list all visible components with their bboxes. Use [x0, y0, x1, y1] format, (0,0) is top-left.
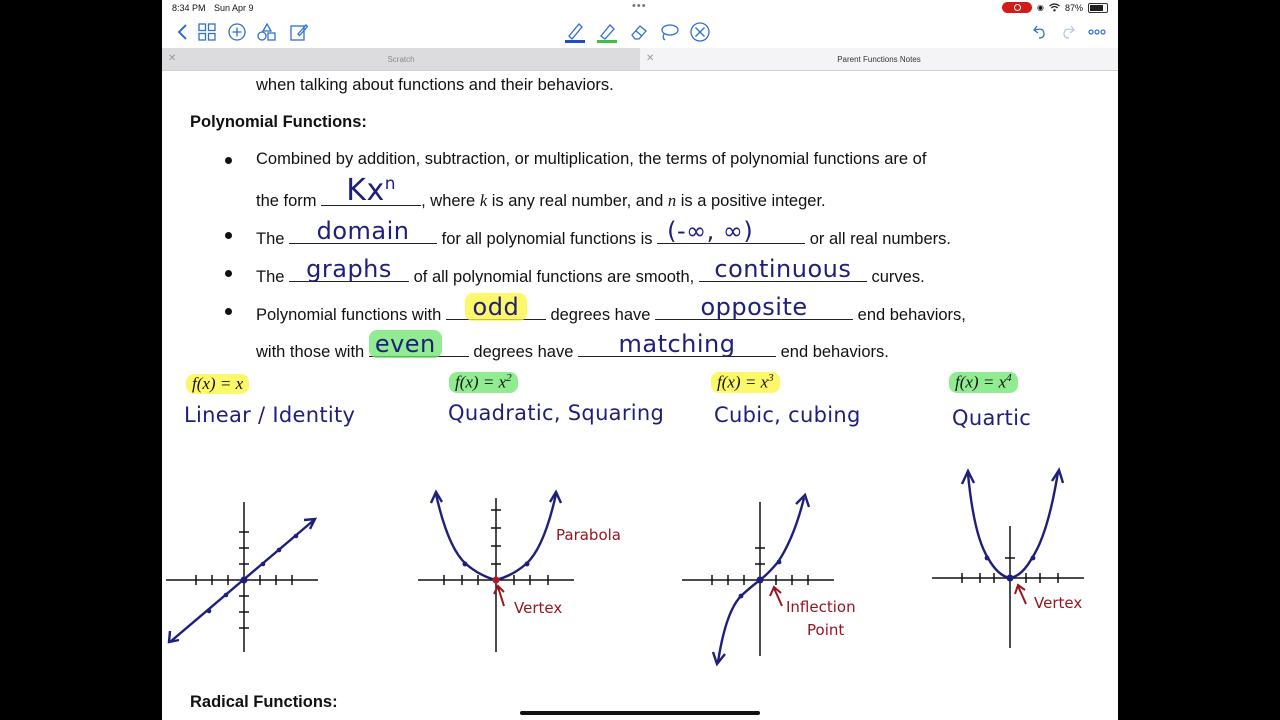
bullet2-line [256, 217, 951, 249]
text: The [256, 230, 285, 248]
ipad-screen [162, 0, 1118, 720]
note-point: Point [807, 621, 845, 639]
bullet1-line1: Combined by addition, subtraction, or multiplication, the terms of polynomial functions are of [256, 150, 927, 168]
equation-cubic [711, 372, 780, 393]
close-icon[interactable]: ✕ [646, 53, 655, 64]
graph-quadratic [418, 488, 588, 654]
text: degrees have [473, 343, 574, 361]
handwriting [321, 173, 421, 208]
chevron-left-icon[interactable] [172, 21, 194, 43]
shapes-icon[interactable] [256, 21, 278, 43]
bullet-dot [225, 308, 232, 315]
text: end behaviors. [780, 343, 889, 361]
eq-exponent: 4 [1006, 372, 1012, 384]
text: degrees have [550, 306, 651, 324]
eq-text: f(x) = x [717, 372, 769, 392]
text: of all polynomial functions are smooth, [413, 268, 695, 286]
location-icon: ◉ [1037, 3, 1044, 12]
bullet-dot [225, 157, 232, 164]
polynomial-heading: Polynomial Functions: [190, 113, 367, 131]
text: Polynomial functions with [256, 306, 442, 324]
handwriting: graphs [306, 255, 392, 283]
battery-percent: 87% [1064, 2, 1083, 13]
note-vertex-quartic: Vertex [1034, 594, 1083, 612]
eq-text: f(x) = x [455, 372, 507, 392]
graph-linear [166, 494, 322, 654]
bullet-dot [225, 232, 232, 239]
ink-kx: Kx [346, 173, 385, 208]
lasso-icon[interactable] [658, 21, 680, 43]
close-icon[interactable]: ✕ [168, 53, 177, 64]
handwriting [369, 330, 469, 358]
blank-kxn [321, 173, 421, 208]
text: is any real number, and [491, 192, 664, 210]
toolbar [162, 16, 1118, 48]
eq-text: f(x) = x [955, 372, 1007, 392]
note-inflection: Inflection [786, 598, 856, 616]
status-time: 8:34 PM [172, 3, 206, 13]
text: for all polynomial functions is [441, 230, 653, 248]
radical-heading: Radical Functions: [190, 693, 338, 711]
more-icon[interactable] [1086, 21, 1108, 43]
grid-icon[interactable] [196, 21, 218, 43]
edit-icon[interactable] [288, 21, 310, 43]
blank-matching [578, 330, 776, 358]
tab-label: Scratch [387, 54, 415, 64]
bullet4-line1 [256, 293, 966, 325]
redo-icon[interactable] [1058, 21, 1080, 43]
eraser-icon[interactable] [628, 21, 650, 43]
var-n: n [667, 191, 677, 210]
wifi-icon [1049, 3, 1060, 12]
name-linear: Linear / Identity [184, 403, 356, 427]
equation-quartic [949, 372, 1018, 393]
bullet1-line2 [256, 173, 826, 211]
bullet-dot [225, 270, 232, 277]
graph-quartic [932, 466, 1102, 652]
battery-icon [1088, 3, 1108, 13]
name-quadratic: Quadratic, Squaring [448, 401, 665, 425]
name-cubic: Cubic, cubing [714, 403, 861, 427]
eq-text: f(x) = x [192, 374, 244, 393]
handwriting: (-∞, ∞) [667, 217, 754, 245]
text: is a positive integer. [680, 192, 826, 210]
eq-exponent: 2 [506, 372, 512, 384]
equation-quadratic [449, 372, 518, 393]
multitasking-dots-icon[interactable]: ••• [632, 0, 647, 12]
screen-recording-icon[interactable] [1002, 2, 1032, 13]
text: the form [256, 192, 317, 210]
handwriting: domain [316, 217, 410, 245]
home-indicator[interactable] [520, 711, 760, 715]
blank-even [369, 330, 469, 358]
bullet4-line2 [256, 330, 889, 362]
handwriting [446, 293, 546, 321]
var-k: k [479, 191, 488, 210]
text: end behaviors, [857, 306, 966, 324]
name-quartic: Quartic [952, 406, 1032, 430]
text: The [256, 268, 285, 286]
text: curves. [871, 268, 925, 286]
text: or all real numbers. [809, 230, 951, 248]
pen-icon[interactable] [564, 21, 586, 43]
handwriting: matching [618, 330, 736, 358]
text: with those with [256, 343, 365, 361]
undo-icon[interactable] [1028, 21, 1050, 43]
status-right [1002, 2, 1108, 13]
graph-cubic [682, 490, 845, 670]
highlight: odd [465, 293, 528, 321]
tab-scratch[interactable] [162, 48, 640, 70]
tab-parent-functions-notes[interactable] [640, 48, 1118, 70]
status-bar [162, 0, 1118, 16]
blank-interval [657, 217, 805, 245]
handwriting: continuous [714, 255, 852, 283]
blank-opposite [655, 293, 853, 321]
equation-linear [186, 374, 249, 394]
tab-bar [162, 48, 1118, 71]
eq-exponent: 3 [768, 372, 774, 384]
close-circle-icon[interactable] [689, 21, 711, 43]
blank-continuous [699, 255, 867, 283]
highlighter-icon[interactable] [596, 21, 618, 43]
highlight: even [369, 330, 442, 358]
bullet3-line [256, 255, 925, 287]
tab-label: Parent Functions Notes [837, 54, 921, 64]
handwriting: opposite [700, 293, 808, 321]
blank-graphs [289, 255, 409, 283]
intro-line: when talking about functions and their behaviors. [256, 76, 614, 94]
document-page[interactable] [162, 70, 1118, 720]
blank-domain [289, 217, 437, 245]
blank-odd [446, 293, 546, 321]
add-circle-icon[interactable] [226, 21, 248, 43]
status-date: Sun Apr 9 [214, 3, 254, 13]
note-parabola: Parabola [556, 526, 621, 544]
ink-exponent: n [384, 174, 396, 194]
text: , where [421, 192, 476, 210]
note-vertex-quadratic: Vertex [514, 599, 563, 617]
